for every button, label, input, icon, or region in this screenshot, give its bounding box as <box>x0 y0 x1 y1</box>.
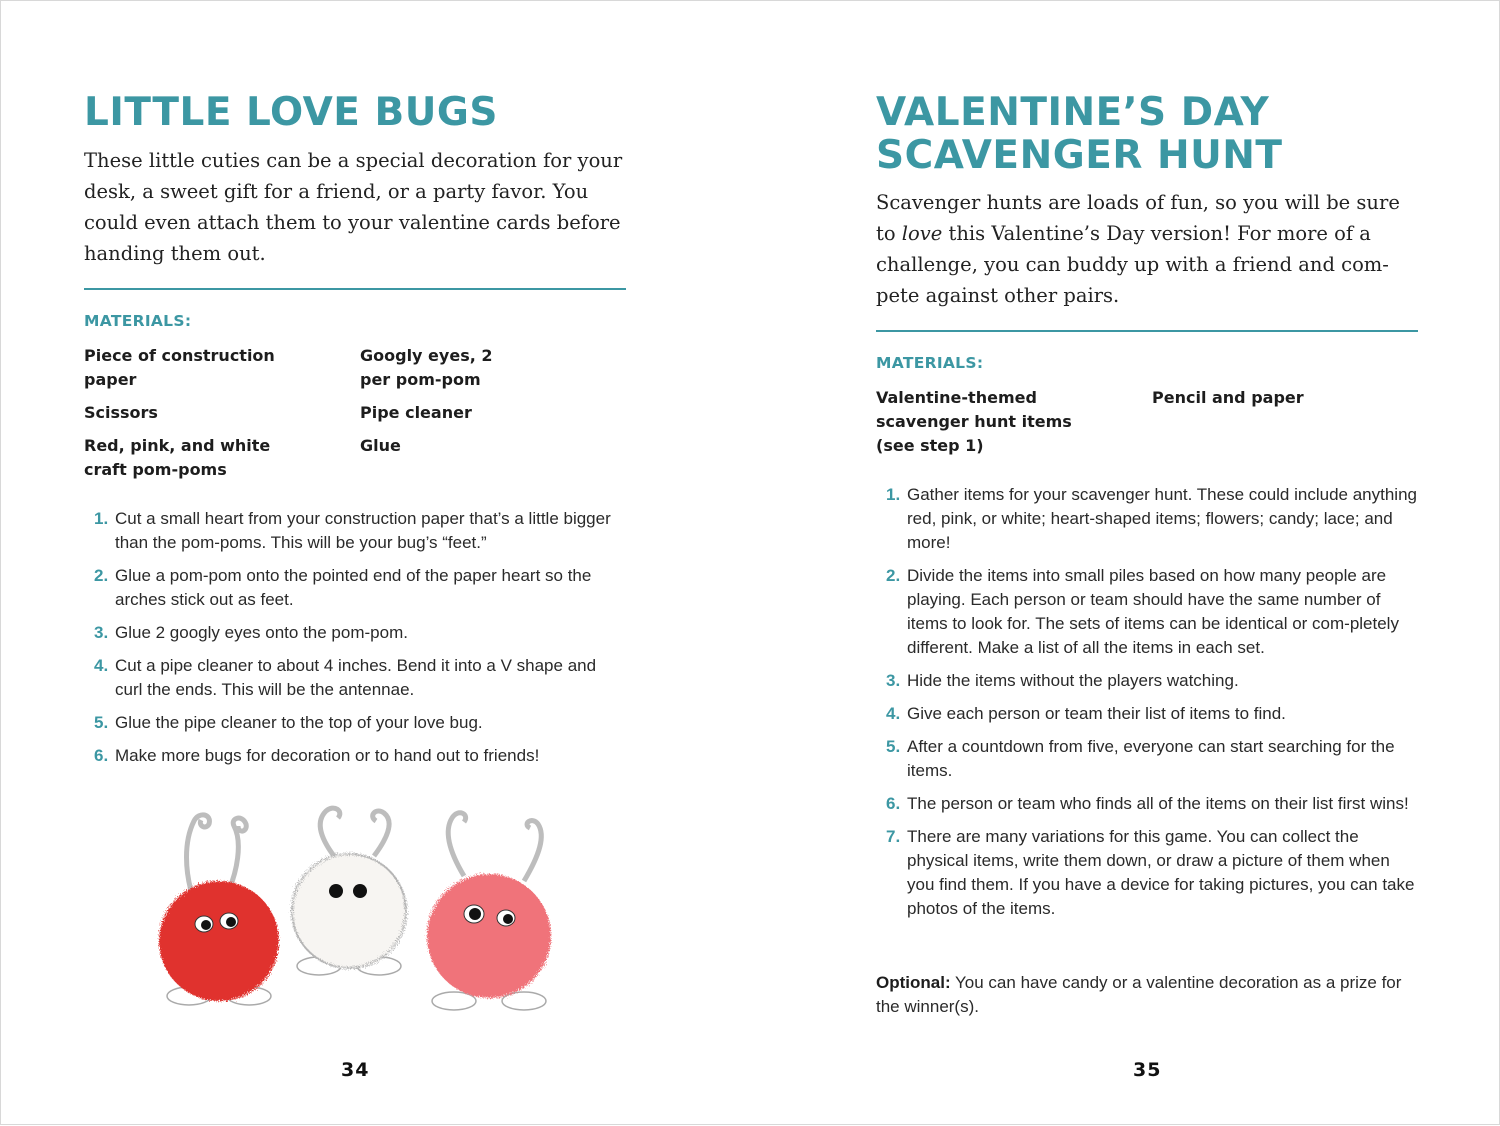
materials-heading: MATERIALS: <box>876 354 984 372</box>
step-item <box>876 792 1421 816</box>
step-text: After a countdown from five, everyone can start searching for the items. <box>907 737 1395 780</box>
step-item <box>84 654 614 702</box>
intro-text: this Valentine’s Day version! For more of a challenge, you can buddy up with a friend and com-pete against other pairs. <box>876 222 1389 307</box>
intro-text: Scavenger hunts are loads of fun, so you will be sure to <box>876 191 1400 245</box>
step-text: Cut a pipe cleaner to about 4 inches. Bend it into a V shape and curl the ends. This will be the antennae. <box>115 656 597 699</box>
step-item <box>876 825 1421 921</box>
step-number: 2. <box>94 566 109 585</box>
pink-bug <box>427 813 551 1010</box>
step-number: 1. <box>94 509 109 528</box>
step-text: There are many variations for this game. You can collect the physical items, write them down, or draw a picture of them when you find them. If you have a device for taking pictures, you can take photos of the items. <box>907 827 1415 918</box>
step-item <box>84 564 614 612</box>
step-text: Glue a pom-pom onto the pointed end of the paper heart so the arches stick out as feet. <box>115 566 592 609</box>
step-item <box>876 669 1421 693</box>
material-item: Valentine-themed scavenger hunt items (see step 1) <box>876 388 1072 455</box>
love-bugs-illustration <box>154 796 574 1021</box>
step-text: Glue 2 googly eyes onto the pom-pom. <box>115 623 408 642</box>
step-number: 2. <box>886 566 901 585</box>
white-bug <box>292 808 406 975</box>
optional-text: You can have candy or a valentine decoration as a prize for the winner(s). <box>876 973 1402 1016</box>
step-number: 3. <box>886 671 901 690</box>
divider <box>84 288 626 290</box>
divider <box>876 330 1418 332</box>
intro-paragraph: These little cuties can be a special decoration for your desk, a sweet gift for a friend, or a party favor. You could even attach them to your valentine cards before handing them out. <box>84 149 623 265</box>
step-number: 6. <box>886 794 901 813</box>
step-number: 4. <box>94 656 109 675</box>
step-number: 5. <box>94 713 109 732</box>
steps-list <box>84 507 614 777</box>
step-item <box>876 702 1421 726</box>
step-number: 7. <box>886 827 901 846</box>
material-item: Glue <box>360 436 401 455</box>
page-title: LITTLE LOVE BUGS <box>84 90 498 135</box>
step-item <box>84 507 614 555</box>
material-item: Googly eyes, 2 per pom-pom <box>360 346 493 389</box>
steps-list <box>876 483 1421 930</box>
step-text: Divide the items into small piles based on how many people are playing. Each person or team should have the same number of items to look for. The sets of items can be identical or com-pletely different. Make a list of all the items in each set. <box>907 566 1399 657</box>
red-bug <box>159 815 279 1005</box>
page-title: VALENTINE’S DAY SCAVENGER HUNT <box>876 90 1283 178</box>
step-text: Make more bugs for decoration or to hand out to friends! <box>115 746 540 765</box>
right-page <box>876 1 1421 1126</box>
material-item: Pipe cleaner <box>360 403 472 422</box>
step-item <box>876 735 1421 783</box>
step-text: Cut a small heart from your construction paper that’s a little bigger than the pom-poms. This will be your bug’s “feet.” <box>115 509 611 552</box>
optional-note <box>876 971 1416 1019</box>
material-item: Pencil and paper <box>1152 388 1304 407</box>
left-page <box>84 1 629 1126</box>
step-text: Give each person or team their list of items to find. <box>907 704 1286 723</box>
page-number: 34 <box>341 1059 370 1081</box>
step-number: 4. <box>886 704 901 723</box>
page-number: 35 <box>1133 1059 1162 1081</box>
intro-paragraph <box>876 187 1421 311</box>
step-text: Glue the pipe cleaner to the top of your love bug. <box>115 713 483 732</box>
step-item <box>84 744 614 768</box>
step-text: The person or team who finds all of the items on their list first wins! <box>907 794 1409 813</box>
material-item: Red, pink, and white craft pom-poms <box>84 436 271 479</box>
step-item <box>84 621 614 645</box>
step-number: 1. <box>886 485 901 504</box>
optional-label: Optional: <box>876 973 951 992</box>
step-item <box>84 711 614 735</box>
step-text: Hide the items without the players watching. <box>907 671 1239 690</box>
step-item <box>876 564 1421 660</box>
material-item: Piece of construction paper <box>84 346 275 389</box>
materials-heading: MATERIALS: <box>84 312 192 330</box>
step-text: Gather items for your scavenger hunt. These could include anything red, pink, or white; heart-shaped items; flowers; candy; lace; and more! <box>907 485 1417 552</box>
step-number: 5. <box>886 737 901 756</box>
step-number: 3. <box>94 623 109 642</box>
step-number: 6. <box>94 746 109 765</box>
intro-emphasis: love <box>901 222 943 245</box>
step-item <box>876 483 1421 555</box>
material-item: Scissors <box>84 403 158 422</box>
